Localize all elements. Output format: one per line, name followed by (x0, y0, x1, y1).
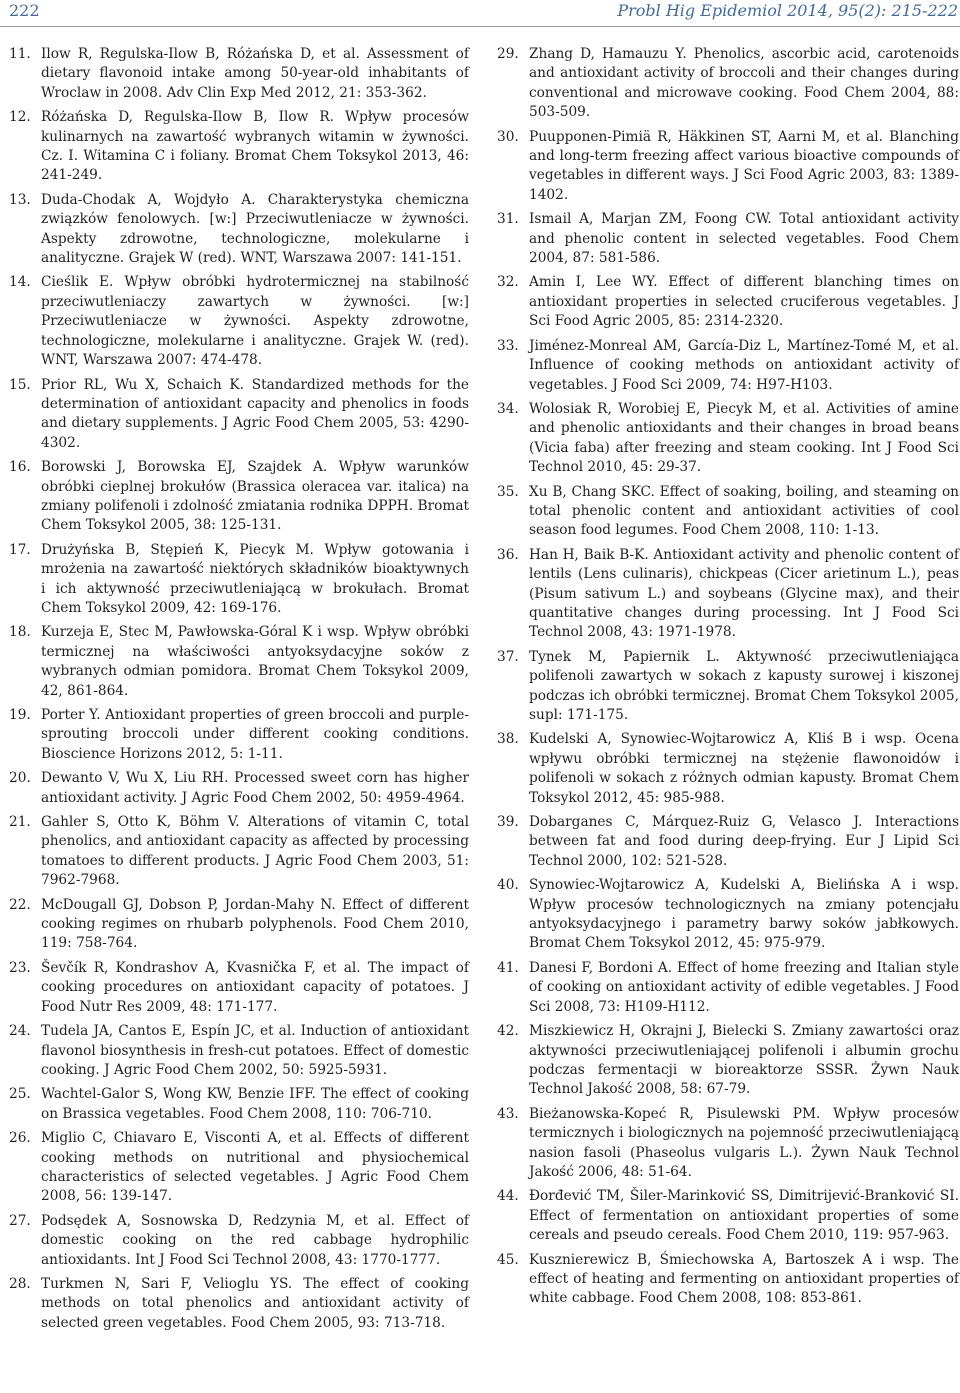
reference-text: Różańska D, Regulska-Ilow B, Ilow R. Wpływ procesów kulinarnych na zawartość wybranych witamin w żywności. Cz. I. Witamina C i foliany. Bromat Chem Toksykol 2013, 46: 241-249. (41, 109, 469, 184)
reference-item (9, 1085, 469, 1124)
reference-item (497, 45, 959, 123)
reference-number: 13. (9, 191, 31, 208)
reference-text: Wachtel-Galor S, Wong KW, Benzie IFF. The effect of cooking on Brassica vegetables. Food Chem 2008, 110: 706-710. (41, 1086, 469, 1122)
reference-number: 22. (9, 896, 31, 913)
reference-item (9, 623, 469, 701)
reference-text: Ševčík R, Kondrashov A, Kvasnička F, et al. The impact of cooking procedures on antioxidant capacity of potatoes. J Food Nutr Res 2009, 48: 171-177. (41, 959, 469, 1015)
reference-item (9, 813, 469, 891)
reference-item (497, 546, 959, 643)
reference-text: Tynek M, Papiernik L. Aktywność przeciwutleniająca polifenoli zawartych w sokach z kapusty surowej i kiszonej podczas ich obróbki termicznej. Bromat Chem Toksykol 2005, supl: 171-175. (529, 648, 959, 723)
header-rule (0, 26, 960, 27)
reference-item (9, 959, 469, 1017)
references-right-column (497, 45, 959, 1314)
reference-text: Jiménez-Monreal AM, García-Diz L, Martínez-Tomé M, et al. Influence of cooking methods on antioxidant activity of vegetables. J Food Sci 2009, 74: H97-H103. (529, 337, 959, 393)
reference-text: Gahler S, Otto K, Böhm V. Alterations of vitamin C, total phenolics, and antioxidant capacity as affected by processing tomatoes to different products. J Agric Food Chem 2003, 51: 7962-7968. (41, 814, 469, 889)
reference-number: 28. (9, 1275, 31, 1292)
reference-number: 23. (9, 959, 31, 976)
reference-text: Ilow R, Regulska-Ilow B, Różańska D, et al. Assessment of dietary flavonoid intake among 50-year-old inhabitants of Wroclaw in 2008. Adv Clin Exp Med 2012, 21: 353-362. (41, 46, 469, 101)
reference-item (497, 210, 959, 268)
reference-text: Zhang D, Hamauzu Y. Phenolics, ascorbic acid, carotenoids and antioxidant activity of broccoli and their changes during conventional and microwave cooking. Food Chem 2004, 88: 503-509. (529, 46, 959, 121)
reference-text: Dobarganes C, Márquez-Ruiz G, Velasco J. Interactions between fat and food during deep-frying. Eur J Lipid Sci Technol 2000, 102: 521-528. (529, 814, 959, 869)
reference-text: Kurzeja E, Stec M, Pawłowska-Góral K i wsp. Wpływ obróbki termicznej na właściwości antyoksydacyjne soków z wybranych odmian pomidora. Bromat Chem Toksykol 2009, 42, 861-864. (41, 624, 469, 699)
reference-item (497, 730, 959, 808)
reference-item (9, 1022, 469, 1080)
reference-text: Amin I, Lee WY. Effect of different blanching times on antioxidant properties in selected cruciferous vegetables. J Sci Food Agric 2005, 85: 2314-2320. (529, 274, 959, 330)
reference-item (497, 813, 959, 871)
reference-item (497, 400, 959, 478)
reference-text: Wolosiak R, Worobiej E, Piecyk M, et al. Activities of amine and phenolic antioxidants and their changes in broad beans (Vicia faba) after freezing and steam cooking. Int J Food Sci Technol 2010, 45: 29-37. (529, 400, 959, 476)
reference-text: Danesi F, Bordoni A. Effect of home freezing and Italian style of cooking on antioxidant activity of edible vegetables. J Food Sci 2008, 73: H109-H112. (529, 959, 959, 1015)
reference-item (9, 376, 469, 454)
reference-text: Borowski J, Borowska EJ, Szajdek A. Wpływ warunków obróbki cieplnej brokułów (Brassica oleracea var. italica) na zmiany polifenoli i zdolność zmiatania rodnika DPPH. Bromat Chem Toksykol 2005, 38: 125-131. (41, 459, 469, 534)
reference-item (497, 337, 959, 395)
reference-item (497, 876, 959, 954)
reference-number: 33. (497, 337, 519, 354)
reference-text: Turkmen N, Sari F, Velioglu YS. The effect of cooking methods on total phenolics and antioxidant activity of selected green vegetables. Food Chem 2005, 93: 713-718. (41, 1275, 469, 1331)
reference-number: 25. (9, 1086, 31, 1103)
reference-item (497, 648, 959, 726)
reference-text: Kusznierewicz B, Śmiechowska A, Bartoszek A i wsp. The effect of heating and fermenting on antioxidant properties of white cabbage. Food Chem 2008, 108: 853-861. (529, 1251, 959, 1307)
reference-number: 18. (9, 624, 31, 641)
reference-number: 29. (497, 46, 519, 62)
reference-item (9, 273, 469, 370)
reference-text: Miglio C, Chiavaro E, Visconti A, et al. Effects of different cooking methods on nutritional and physiochemical characteristics of selected vegetables. J Agric Food Chem 2008, 56: 139-147. (41, 1130, 469, 1205)
reference-item (9, 706, 469, 764)
page-header (0, 0, 960, 26)
reference-number: 26. (9, 1130, 31, 1147)
reference-item (497, 483, 959, 541)
reference-number: 45. (497, 1251, 519, 1268)
reference-item (9, 1275, 469, 1333)
reference-text: Xu B, Chang SKC. Effect of soaking, boiling, and steaming on total phenolic content and antioxidant activities of cool season food legumes. Food Chem 2008, 110: 1-13. (529, 483, 959, 539)
reference-number: 30. (497, 128, 519, 145)
reference-item (9, 458, 469, 536)
reference-text: Drużyńska B, Stępień K, Piecyk M. Wpływ gotowania i mrożenia na zawartość niektórych składników bioaktywnych i ich aktywność przeciwutleniającą w brokułach. Bromat Chem Toksykol 2009, 42: 169-176. (41, 541, 469, 616)
reference-text: Han H, Baik B-K. Antioxidant activity and phenolic content of lentils (Lens culinaris), chickpeas (Cicer arietinum L.), peas (Pisum sativum L.) and soybeans (Glycine max), and their quantitative changes during processing. Int J Food Sci Technol 2008, 43: 1971-1978. (529, 546, 959, 641)
reference-number: 44. (497, 1188, 519, 1205)
reference-item (497, 1187, 959, 1245)
reference-number: 40. (497, 877, 519, 894)
reference-item (497, 959, 959, 1017)
reference-number: 16. (9, 459, 31, 476)
reference-text: Tudela JA, Cantos E, Espín JC, et al. Induction of antioxidant flavonol biosynthesis in fresh-cut potatoes. Effect of domestic cooking. J Agric Food Chem 2002, 50: 5925-5931. (41, 1023, 469, 1078)
reference-number: 39. (497, 814, 519, 831)
reference-text: Podsędek A, Sosnowska D, Redzynia M, et al. Effect of domestic cooking on the red cabbage hydrophilic antioxidants. Int J Food Sci Technol 2008, 43: 1770-1777. (41, 1212, 469, 1268)
reference-text: Duda-Chodak A, Wojdyło A. Charakterystyka chemiczna związków fenolowych. [w:] Przeciwutleniacze w żywności. Aspekty zdrowotne, technologiczne, molekularne i analityczne. Grajek W (red). WNT, Warszawa 2007: 141-151. (41, 191, 469, 267)
reference-number: 24. (9, 1023, 31, 1040)
reference-number: 12. (9, 109, 31, 126)
reference-item (9, 191, 469, 269)
reference-number: 41. (497, 959, 519, 976)
reference-number: 42. (497, 1023, 519, 1040)
reference-number: 38. (497, 731, 519, 748)
reference-item (9, 1212, 469, 1270)
reference-number: 31. (497, 211, 519, 228)
reference-text: Cieślik E. Wpływ obróbki hydrotermicznej na stabilność przeciwutleniaczy zawartych w żywności. [w:] Przeciwutleniacze w żywności. Aspekty zdrowotne, technologiczne, molekularne i analityczne. Grajek W. (red). WNT, Warszawa 2007: 474-478. (41, 274, 469, 369)
reference-number: 15. (9, 376, 31, 393)
reference-item (497, 128, 959, 206)
reference-number: 27. (9, 1212, 31, 1229)
reference-number: 17. (9, 541, 31, 558)
reference-item (497, 1251, 959, 1309)
reference-text: Puupponen-Pimiä R, Häkkinen ST, Aarni M, et al. Blanching and long-term freezing affect various bioactive compounds of vegetables in different ways. J Sci Food Agric 2003, 83: 1389-1402. (529, 128, 959, 203)
reference-number: 11. (9, 46, 31, 62)
reference-text: Bieżanowska-Kopeć R, Pisulewski PM. Wpływ procesów termicznych i biologicznych na pojemność przeciwutleniającą nasion fasoli (Phaseolus vulgaris L.). Żywn Nauk Technol Jakość 2006, 48: 51-64. (529, 1105, 959, 1180)
reference-number: 19. (9, 707, 31, 723)
reference-number: 43. (497, 1105, 519, 1122)
reference-item (497, 1022, 959, 1100)
reference-text: Synowiec-Wojtarowicz A, Kudelski A, Bielińska A i wsp. Wpływ procesów technologicznych na zmiany potencjału antyoksydacyjnego i parametry barwy soków jabłkowych. Bromat Chem Toksykol 2012, 45: 975-979. (529, 877, 959, 952)
reference-number: 14. (9, 274, 31, 291)
reference-text: Kudelski A, Synowiec-Wojtarowicz A, Kliś B i wsp. Ocena wpływu obróbki termicznej na stężenie flawonoidów i polifenoli w sokach z różnych odmian kapusty. Bromat Chem Toksykol 2012, 45: 985-988. (529, 731, 959, 806)
reference-number: 36. (497, 546, 519, 563)
reference-text: Ismail A, Marjan ZM, Foong CW. Total antioxidant activity and phenolic content in selected vegetables. Food Chem 2004, 87: 581-586. (529, 211, 959, 267)
reference-item (9, 541, 469, 619)
reference-text: McDougall GJ, Dobson P, Jordan-Mahy N. Effect of different cooking regimes on rhubarb polyphenols. Food Chem 2010, 119: 758-764. (41, 896, 469, 952)
reference-number: 20. (9, 770, 31, 787)
reference-text: Dewanto V, Wu X, Liu RH. Processed sweet corn has higher antioxidant activity. J Agric Food Chem 2002, 50: 4959-4964. (41, 770, 469, 806)
reference-text: Đorđević TM, Šiler-Marinković SS, Dimitrijević-Branković SI. Effect of fermentation on antioxidant properties of some cereals and pseudo cereals. Food Chem 2010, 119: 957-963. (529, 1188, 959, 1244)
reference-item (9, 1129, 469, 1207)
reference-item (497, 1105, 959, 1183)
journal-citation: Probl Hig Epidemiol 2014, 95(2): 215-222 (617, 1, 958, 20)
reference-item (9, 108, 469, 186)
reference-item (9, 769, 469, 808)
reference-number: 37. (497, 648, 519, 665)
references-left-column (9, 45, 469, 1338)
reference-text: Prior RL, Wu X, Schaich K. Standardized methods for the determination of antioxidant capacity and phenolics in foods and dietary supplements. J Agric Food Chem 2005, 53: 4290-4302. (41, 376, 469, 451)
reference-item (497, 273, 959, 331)
page-number: 222 (9, 1, 40, 20)
reference-number: 21. (9, 814, 31, 831)
reference-item (9, 45, 469, 103)
reference-number: 35. (497, 483, 519, 500)
reference-number: 34. (497, 400, 519, 417)
reference-item (9, 896, 469, 954)
reference-number: 32. (497, 274, 519, 291)
reference-text: Miszkiewicz H, Okrajni J, Bielecki S. Zmiany zawartości oraz aktywności przeciwutleniającej polifenoli i albumin grochu podczas fermentacji w bioreaktorze SSSR. Żywn Nauk Technol Jakość 2008, 58: 67-79. (529, 1023, 959, 1098)
reference-text: Porter Y. Antioxidant properties of green broccoli and purple-sprouting broccoli under different cooking conditions. Bioscience Horizons 2012, 5: 1-11. (41, 707, 469, 762)
